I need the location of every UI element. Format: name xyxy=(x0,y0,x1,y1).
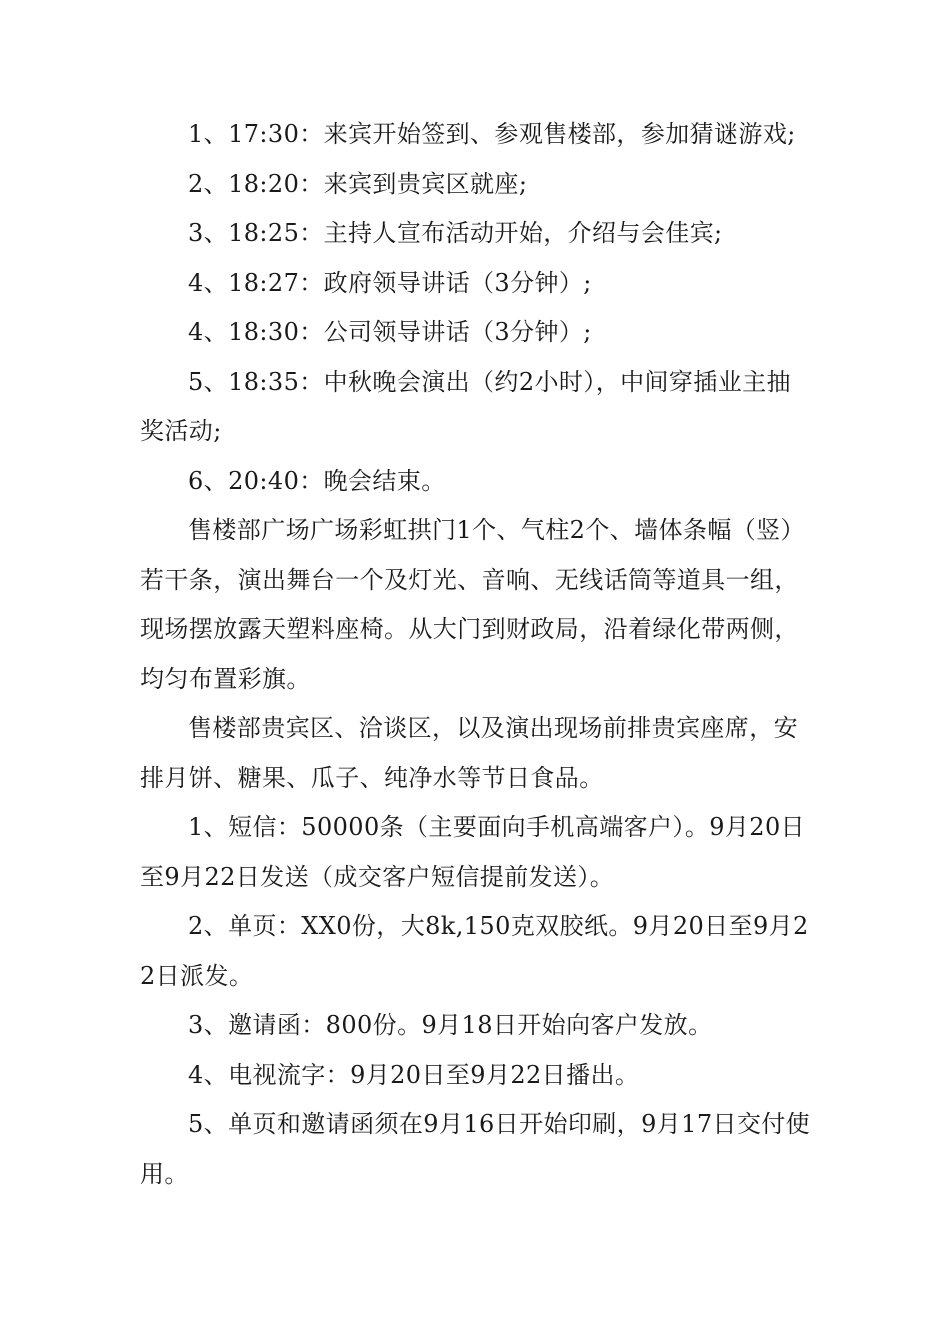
promo-item-tv-ticker: 4、电视流字：9月20日至9月22日播出。 xyxy=(188,1060,640,1089)
schedule-item-3: 3、18:25：主持人宣布活动开始，介绍与会佳宾; xyxy=(188,219,723,247)
schedule-item-4: 4、18:27：政府领导讲话（3分钟）; xyxy=(188,268,592,297)
refreshments-paragraph: 售楼部贵宾区、洽谈区，以及演出现场前排贵宾座席，安排月饼、糖果、瓜子、纯净水等节日食品。 xyxy=(140,714,798,792)
schedule-item-2: 2、18:20：来宾到贵宾区就座; xyxy=(188,169,528,198)
promo-item-printing: 5、单页和邀请函须在9月16日开始印刷，9月17日交付使用。 xyxy=(140,1110,811,1188)
schedule-item-6: 5、18:35：中秋晚会演出（约2小时），中间穿插业主抽奖活动; xyxy=(140,367,791,445)
document-body xyxy=(140,110,812,1199)
venue-setup-paragraph: 售楼部广场广场彩虹拱门1个、气柱2个、墙体条幅（竖）若干条，演出舞台一个及灯光、音响、无线话筒等道具一组，现场摆放露天塑料座椅。从大门到财政局，沿着绿化带两侧，均匀布置彩旗。 xyxy=(140,516,805,693)
promo-item-invitation: 3、邀请函：800份。9月18日开始向客户发放。 xyxy=(188,1011,713,1039)
schedule-item-7: 6、20:40：晚会结束。 xyxy=(188,466,446,495)
schedule-item-5: 4、18:30：公司领导讲话（3分钟）; xyxy=(188,318,592,346)
promo-item-flyer: 2、单页：XX0份，大8k,150克双胶纸。9月20日至9月22日派发。 xyxy=(140,912,809,990)
schedule-item-1: 1、17:30：来宾开始签到、参观售楼部，参加猜谜游戏; xyxy=(188,120,796,148)
promo-item-sms: 1、短信：50000条（主要面向手机高端客户）。9月20日至9月22日发送（成交客户短信提前发送）。 xyxy=(140,813,806,891)
